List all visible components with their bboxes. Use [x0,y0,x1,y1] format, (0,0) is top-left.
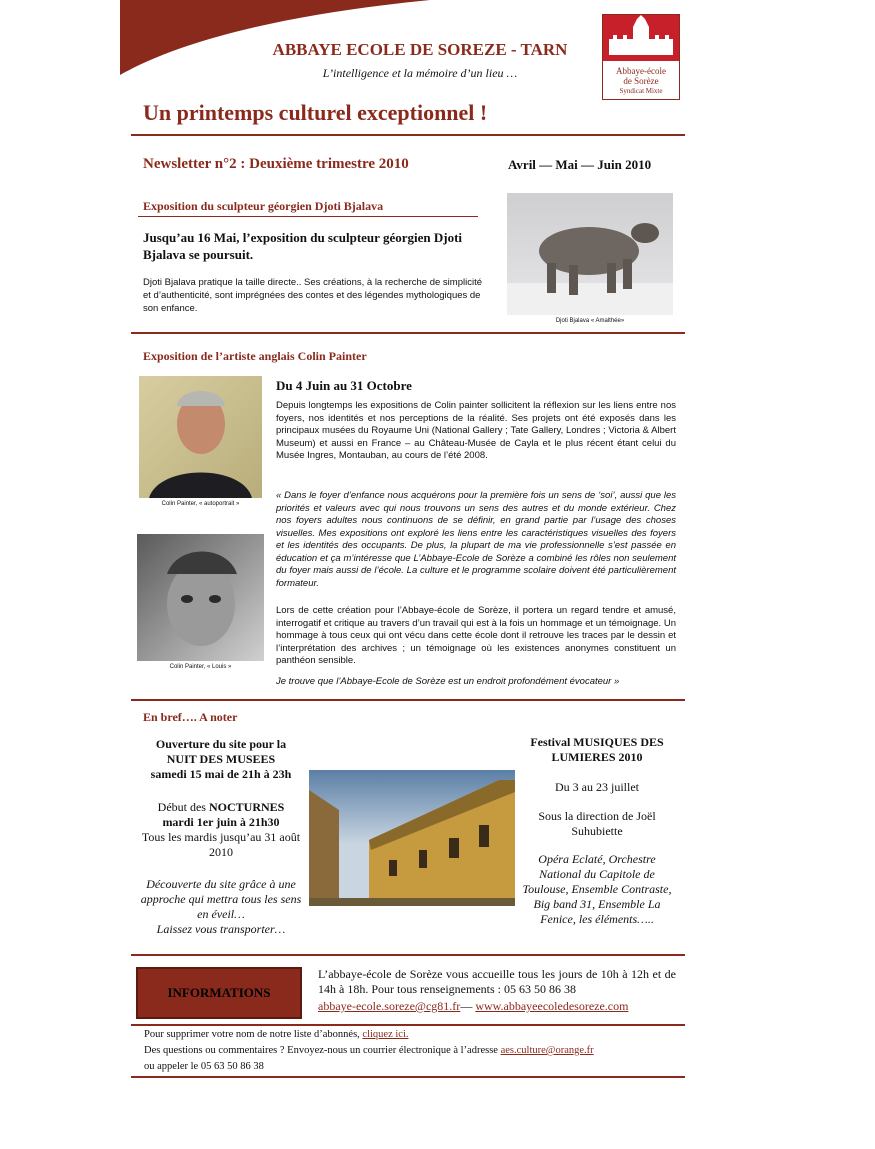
sculpture-photo [507,193,673,315]
info-text: L’abbaye-école de Sorèze vous accueille tous les jours de 10h à 12h et de 14h à 18h. Pour tous renseignements : 05 63 50 86 38 [318,967,676,996]
painter-para2: Lors de cette création pour l’Abbaye-école de Sorèze, il portera un regard tendre et amusé, interrogatif et critique au travers d’un travail qui est à la fois un hommage et un témoignage. Un hommage à tous ceux qui ont vécu dans cette école dont il retrouve les traces par le dessin et l’interprétation des archives ; un témoignage où les existences anonymes constituent un panthéon sensible. [276,605,676,666]
portrait-caption-louis: Colin Painter, « Louis » [169,664,232,670]
decouverte-text: Découverte du site grâce à une approche qui mettra tous les sens en éveil… [140,877,302,921]
section1-body: Djoti Bjalava pratique la taille directe.. Ses créations, à la recherche de simplicité et d’authenticité, sont imprégnées des contes et des légendes mythologiques de son enfance. [143,277,482,314]
site-title: ABBAYE ECOLE DE SOREZE - TARN [272,40,568,59]
logo-line3: Syndicat Mixte [619,87,663,95]
questions-text: Des questions ou commentaires ? Envoyez-nous un courrier électronique à l’adresse [144,1045,498,1056]
castle-icon [603,15,679,61]
divider [131,954,685,956]
sculpture-caption: Djoti Bjalava « Amalthée» [555,318,625,324]
divider [138,216,478,217]
section-heading-enbref: En bref…. A noter [143,710,238,724]
unsubscribe-text: Pour supprimer votre nom de notre liste d’abonnés, [144,1029,360,1040]
info-website-link[interactable]: www.abbayeecoledesoreze.com [475,999,629,1013]
festival-dates: Du 3 au 23 juillet [555,780,639,794]
portrait-photo-self [139,376,262,498]
informations-label: INFORMATIONS [167,985,271,1000]
nocturnes-block [140,800,302,860]
informations-box [136,967,302,1019]
phone-line: ou appeler le 05 63 50 86 38 [144,1061,264,1072]
logo-line1: Abbaye-école [616,66,666,76]
divider [131,134,685,136]
festival-title: Festival MUSIQUES DES LUMIERES 2010 [530,735,664,764]
portrait-caption-self: Colin Painter, « autoportrait » [161,501,240,507]
abbaye-logo[interactable] [602,14,680,100]
portrait-photo-louis [137,534,264,661]
section-heading-painter: Exposition de l’artiste anglais Colin Painter [143,349,367,363]
unsubscribe-line [144,1029,408,1040]
decouverte-block [140,877,302,937]
abbey-building-photo [309,770,515,906]
divider [131,332,685,334]
divider [131,699,685,701]
logo-line2: de Sorèze [623,76,659,86]
nuit-musees-block [140,737,302,782]
nuit-line3: samedi 15 mai de 21h à 23h [150,767,292,781]
nocturnes-prefix: Début des [157,800,209,814]
section-heading-bjalava: Exposition du sculpteur géorgien Djoti Bjalava [143,199,384,213]
festival-ensembles: Opéra Eclaté, Orchestre National du Capitole de Toulouse, Ensemble Contraste, Big band 31, Ensemble La Fenice, les éléments….. [522,852,672,926]
newsletter-months: Avril — Mai — Juin 2010 [508,157,652,172]
section1-lead: Jusqu’au 16 Mai, l’exposition du sculpteur géorgien Djoti Bjalava se poursuit. [143,230,463,262]
decouverte-tagline: Laissez vous transporter… [156,922,286,936]
nuit-line1: Ouverture du site pour la [155,737,287,751]
painter-para1: Depuis longtemps les expositions de Colin painter sollicitent la réflexion sur les liens entre nos foyers, nos identités et nos perceptions de la réalité. Ses projets ont été exposés dans les principaux musées du Royaume Uni (National Gallery ; Tate Gallery, Londres ; Victoria & Albert Museum) et aussi en France – au Château-Musée de Cayla et le plus récent étant celui du Musée Ingres, Montauban, au cours de l’été 2008. [276,400,676,461]
divider [131,1076,685,1078]
info-email-link[interactable]: abbaye-ecole.soreze@cg81.fr [318,999,461,1013]
painter-quote: « Dans le foyer d’enfance nous acquérons pour la première fois un sens de ‘soi’, aussi que les priorités et valeurs avec qui nous trouvons un sens des autres et du monde extérieur. Chez nos foyers adultes nous continuons de se définir, en grand partie par l’usage des choses visuelles. Mes expositions ont exploré les liens entre les caractéristiques visuelles des foyers et les identités des occupants. De plus, la plupart de ma vie professionnelle s’est passée en éducation et ça m’intéresse que L’Abbaye-Ecole de Sorèze a combiné les rôles non seulement du foyer mais aussi de l’école. La culture et le programme scolaire doivent été particulièrement formateur. [276,490,676,589]
headline: Un printemps culturel exceptionnel ! [143,100,488,125]
questions-line [144,1045,594,1056]
painter-dates: Du 4 Juin au 31 Octobre [276,378,412,393]
newsletter-issue: Newsletter n°2 : Deuxième trimestre 2010 [143,156,409,172]
questions-email-link[interactable]: aes.culture@orange.fr [500,1045,594,1056]
divider [131,1024,685,1026]
nocturnes-title: NOCTURNES [208,800,285,814]
festival-direction: Sous la direction de Joël Suhubiette [538,809,656,838]
site-tagline: L’intelligence et la mémoire d’un lieu … [322,66,518,80]
nocturnes-period: Tous les mardis jusqu’au 31 août 2010 [141,830,301,859]
info-links [318,999,628,1014]
nuit-line2: NUIT DES MUSEES [166,752,276,766]
nocturnes-date: mardi 1er juin à 21h30 [162,815,280,829]
info-separator: — [460,999,476,1013]
unsubscribe-link[interactable]: cliquez ici. [362,1029,409,1040]
painter-closing: Je trouve que l’Abbaye-Ecole de Sorèze est un endroit profondément évocateur » [276,676,620,687]
